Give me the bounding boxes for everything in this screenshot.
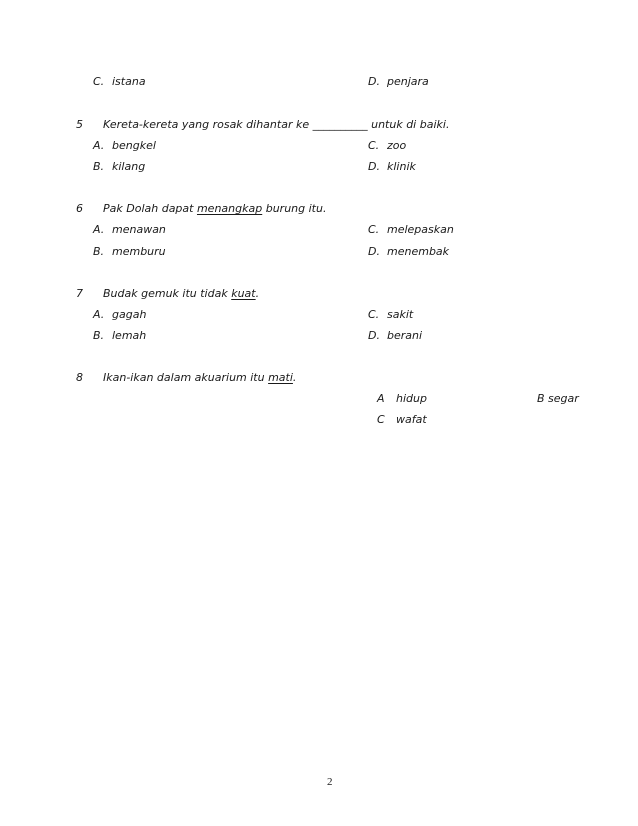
option-c-letter: C [377,413,385,426]
option-d-letter: D. [368,75,380,88]
question-stem [103,287,259,301]
option-b-text: kilang [112,160,146,173]
option-b [537,392,579,406]
stem-text-before: Kereta-kereta yang rosak dihantar ke [103,118,310,131]
option-c-letter: C. [368,139,380,152]
underlined-word: kuat [231,287,256,300]
option-c-letter: C. [368,223,380,236]
option-c-text: zoo [387,139,407,152]
stem-text-before: Pak Dolah dapat [103,202,194,215]
option-d-text: berani [387,329,423,342]
option-c-text: sakit [387,308,414,321]
option-a-text: menawan [112,223,166,236]
option-b-letter: B [537,392,545,405]
stem-text-after: burung itu. [265,202,327,215]
option-d-text: menembak [387,245,450,258]
stem-text-after: . [255,287,260,300]
question-number: 6 [76,202,83,215]
option-a-letter: A. [93,139,105,152]
stem-text-after: untuk di baiki. [371,118,450,131]
underlined-word: menangkap [196,202,263,215]
option-b-letter: B. [93,245,105,258]
option-b-letter: B. [93,160,105,173]
underlined-word: mati [268,371,293,384]
stem-text-before: Ikan-ikan dalam akuarium itu [103,371,265,384]
stem-text-after: . [292,371,297,384]
answer-blank: __________ [312,118,368,131]
option-a-letter: A. [93,223,105,236]
option-b-letter: B. [93,329,105,342]
stem-text-before: Budak gemuk itu tidak [103,287,228,300]
option-c-text: wafat [396,413,427,426]
option-a-letter: A [377,392,385,405]
option-c-text: istana [112,75,146,88]
option-c-letter: C. [368,308,380,321]
option-d-text: penjara [387,75,429,88]
question-number: 8 [76,371,83,384]
question-stem [103,118,449,132]
option-d-letter: D. [368,160,380,173]
option-c-text: melepaskan [387,223,454,236]
option-c-letter: C. [93,75,105,88]
option-d-letter: D. [368,329,380,342]
option-d-text: klinik [387,160,416,173]
question-number: 7 [76,287,83,300]
option-a-text: hidup [396,392,427,405]
question-stem [103,202,326,216]
option-b-text: memburu [112,245,166,258]
option-b-text: lemah [112,329,147,342]
page-number: 2 [327,776,333,788]
option-b-text: segar [548,392,579,405]
option-a-text: gagah [112,308,147,321]
option-d-letter: D. [368,245,380,258]
question-stem [103,371,296,385]
question-number: 5 [76,118,83,131]
option-a-letter: A. [93,308,105,321]
option-a-text: bengkel [112,139,156,152]
